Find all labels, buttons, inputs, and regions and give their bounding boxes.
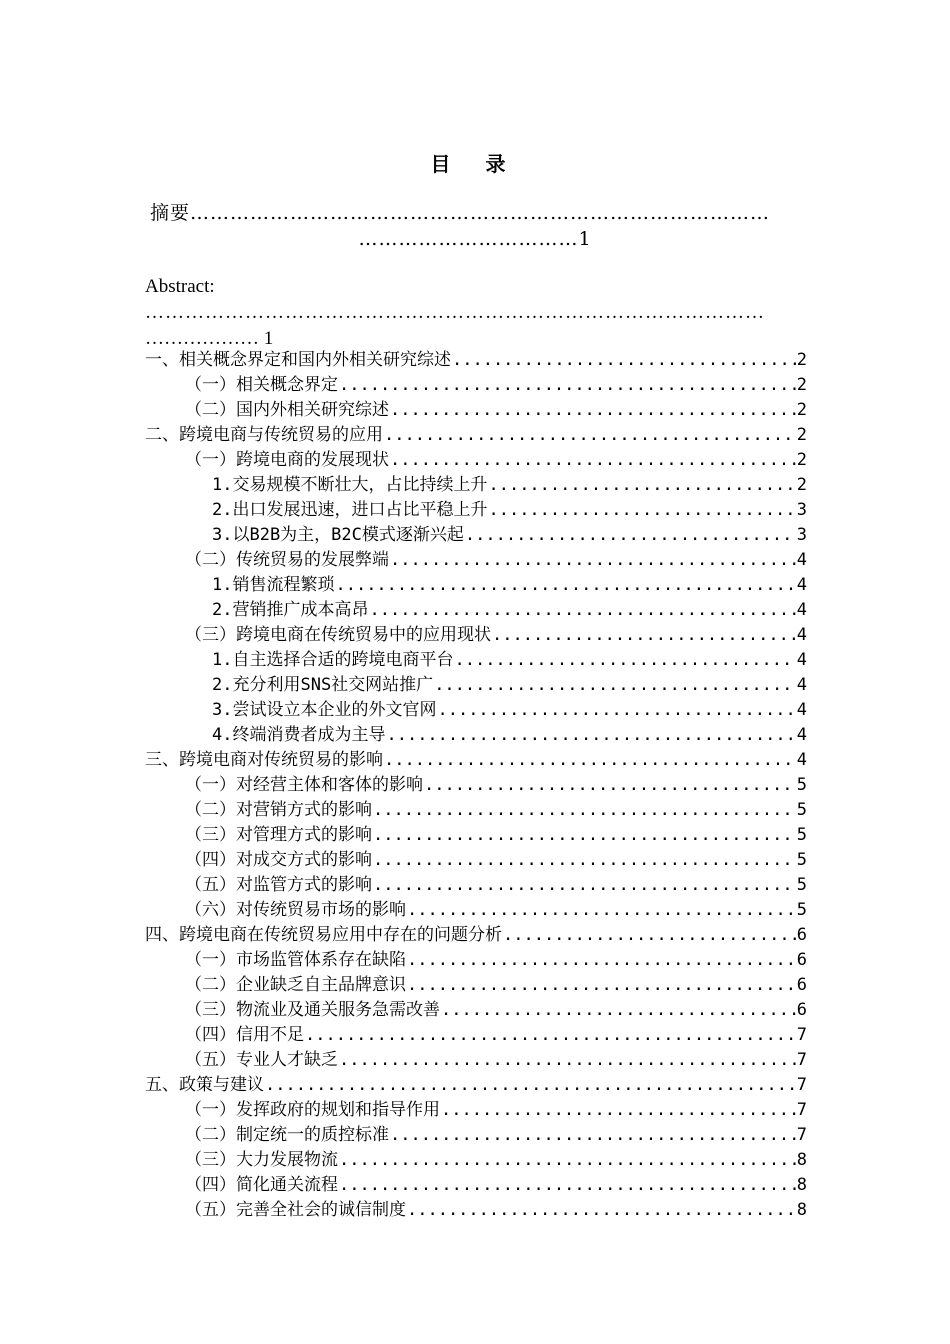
toc-leader-dots [465, 523, 796, 548]
toc-leader-dots [384, 423, 796, 448]
toc-entry[interactable] [145, 423, 807, 448]
toc-entry-page: 4 [796, 750, 807, 770]
toc-entry[interactable] [145, 573, 807, 598]
toc-entry-label: 1.交易规模不断壮大，占比持续上升 [212, 475, 488, 495]
toc-entry[interactable] [145, 848, 807, 873]
toc-entry-page: 7 [796, 1100, 807, 1120]
toc-leader-dots [424, 773, 796, 798]
toc-leader-dots [339, 373, 796, 398]
toc-leader-dots [437, 698, 795, 723]
toc-entry-page: 6 [796, 975, 807, 995]
toc-leader-dots [373, 848, 796, 873]
toc-entry-page: 4 [796, 550, 807, 570]
toc-entry-label: （一）对经营主体和客体的影响 [185, 775, 423, 795]
toc-entry-page: 7 [796, 1025, 807, 1045]
toc-leader-dots [503, 923, 796, 948]
toc-entry-label: （三）对管理方式的影响 [185, 825, 372, 845]
toc-entry[interactable] [145, 348, 807, 373]
toc-entry-page: 3 [796, 500, 807, 520]
toc-entry-label: 3.以B2B为主，B2C模式逐渐兴起 [212, 525, 464, 545]
toc-entry-label: （二）对营销方式的影响 [185, 800, 372, 820]
toc-entry-label: 1.自主选择合适的跨境电商平台 [212, 650, 454, 670]
toc-entry-label: 三、跨境电商对传统贸易的影响 [145, 750, 383, 770]
toc-entry-page: 2 [796, 475, 807, 495]
abstract-cn-leader-2: …………………………… [358, 228, 579, 250]
toc-entry[interactable] [145, 1098, 807, 1123]
toc-entry-page: 5 [796, 800, 807, 820]
toc-leader-dots [492, 623, 796, 648]
toc-list [145, 348, 807, 1223]
toc-entry[interactable] [145, 898, 807, 923]
toc-entry-page: 8 [796, 1150, 807, 1170]
toc-entry-label: 2.出口发展迅速，进口占比平稳上升 [212, 500, 488, 520]
toc-entry[interactable] [145, 1198, 807, 1223]
toc-entry-page: 2 [796, 425, 807, 445]
abstract-cn-line2 [150, 226, 800, 252]
toc-leader-dots [441, 998, 796, 1023]
toc-entry-page: 8 [796, 1200, 807, 1220]
toc-entry-page: 6 [796, 925, 807, 945]
toc-entry-page: 8 [796, 1175, 807, 1195]
toc-leader-dots [373, 798, 796, 823]
toc-entry-label: （五）专业人才缺乏 [185, 1050, 338, 1070]
toc-leader-dots [335, 573, 795, 598]
toc-leader-dots [488, 498, 795, 523]
toc-leader-dots [441, 1098, 796, 1123]
toc-entry-page: 4 [796, 625, 807, 645]
toc-entry[interactable] [145, 398, 807, 423]
toc-entry-label: （一）市场监管体系存在缺陷 [185, 950, 406, 970]
toc-entry[interactable] [145, 448, 807, 473]
toc-entry[interactable] [145, 698, 807, 723]
toc-entry-label: （二）传统贸易的发展弊端 [185, 550, 389, 570]
toc-entry-label: 2.充分利用SNS社交网站推广 [212, 675, 434, 695]
toc-entry-label: 3.尝试设立本企业的外文官网 [212, 700, 437, 720]
toc-entry[interactable] [145, 973, 807, 998]
toc-entry-page: 5 [796, 850, 807, 870]
toc-entry[interactable] [145, 473, 807, 498]
toc-entry-page: 2 [796, 400, 807, 420]
toc-entry-label: （一）发挥政府的规划和指导作用 [185, 1100, 440, 1120]
toc-entry-label: 四、跨境电商在传统贸易应用中存在的问题分析 [145, 925, 502, 945]
toc-leader-dots [390, 448, 796, 473]
toc-leader-dots [390, 548, 796, 573]
toc-entry[interactable] [145, 723, 807, 748]
abstract-cn-line1 [150, 200, 800, 226]
toc-title: 目 录 [430, 152, 520, 176]
toc-entry[interactable] [145, 773, 807, 798]
toc-entry-label: 2.营销推广成本高昂 [212, 600, 369, 620]
toc-entry-page: 4 [796, 575, 807, 595]
toc-entry-page: 2 [796, 350, 807, 370]
toc-entry[interactable] [145, 1073, 807, 1098]
toc-entry-page: 4 [796, 600, 807, 620]
toc-entry-label: （四）对成交方式的影响 [185, 850, 372, 870]
toc-leader-dots [369, 598, 795, 623]
toc-entry-abstract-en[interactable] [145, 274, 800, 352]
abstract-cn-leader: …………………………………………………………………………… [190, 202, 771, 224]
toc-entry-page: 4 [796, 700, 807, 720]
toc-entry[interactable] [145, 523, 807, 548]
toc-leader-dots [373, 873, 796, 898]
toc-entry-page: 7 [796, 1125, 807, 1145]
toc-leader-dots [407, 898, 796, 923]
toc-entry[interactable] [145, 623, 807, 648]
toc-entry[interactable] [145, 923, 807, 948]
toc-entry[interactable] [145, 373, 807, 398]
toc-entry-label: 一、相关概念界定和国内外相关研究综述 [145, 350, 451, 370]
toc-leader-dots [386, 723, 795, 748]
toc-leader-dots [454, 648, 795, 673]
abstract-en-leader-2: ……………… [145, 328, 264, 349]
toc-entry[interactable] [145, 1173, 807, 1198]
abstract-en-leader: ………………………………………………………………………………… [145, 302, 765, 323]
toc-entry-page: 6 [796, 950, 807, 970]
toc-entry-label: 4.终端消费者成为主导 [212, 725, 386, 745]
toc-entry-page: 4 [796, 650, 807, 670]
toc-leader-dots [339, 1173, 796, 1198]
toc-entry[interactable] [145, 823, 807, 848]
toc-entry-label: （四）简化通关流程 [185, 1175, 338, 1195]
toc-leader-dots [339, 1148, 796, 1173]
toc-entry[interactable] [145, 598, 807, 623]
toc-entry-label: （三）大力发展物流 [185, 1150, 338, 1170]
toc-entry-abstract-cn[interactable] [150, 200, 800, 252]
toc-entry-page: 4 [796, 675, 807, 695]
toc-entry[interactable] [145, 548, 807, 573]
toc-entry[interactable] [145, 748, 807, 773]
toc-entry-page: 5 [796, 775, 807, 795]
toc-entry[interactable] [145, 648, 807, 673]
toc-leader-dots [488, 473, 795, 498]
toc-entry-page: 6 [796, 1000, 807, 1020]
toc-leader-dots [390, 398, 796, 423]
toc-entry-label: （五）完善全社会的诚信制度 [185, 1200, 406, 1220]
toc-leader-dots [407, 948, 796, 973]
toc-leader-dots [434, 673, 796, 698]
toc-entry-page: 2 [796, 375, 807, 395]
toc-entry-page: 2 [796, 450, 807, 470]
toc-leader-dots [452, 348, 796, 373]
toc-entry-label: 二、跨境电商与传统贸易的应用 [145, 425, 383, 445]
toc-entry-page: 5 [796, 825, 807, 845]
toc-leader-dots [305, 1023, 796, 1048]
toc-entry[interactable] [145, 998, 807, 1023]
toc-entry-label: 1.销售流程繁琐 [212, 575, 335, 595]
toc-entry-page: 4 [796, 725, 807, 745]
toc-entry-label: （五）对监管方式的影响 [185, 875, 372, 895]
toc-entry-label: （四）信用不足 [185, 1025, 304, 1045]
abstract-en-page: 1 [263, 328, 274, 349]
toc-leader-dots [373, 823, 796, 848]
toc-entry-label: （二）制定统一的质控标准 [185, 1125, 389, 1145]
toc-entry[interactable] [145, 1123, 807, 1148]
toc-entry-label: （二）企业缺乏自主品牌意识 [185, 975, 406, 995]
abstract-cn-label: 摘要 [150, 202, 191, 224]
toc-entry[interactable] [145, 1023, 807, 1048]
toc-entry[interactable] [145, 673, 807, 698]
toc-entry-page: 5 [796, 900, 807, 920]
toc-entry-label: （一）相关概念界定 [185, 375, 338, 395]
toc-entry[interactable] [145, 1048, 807, 1073]
toc-leader-dots [339, 1048, 796, 1073]
toc-entry-page: 5 [796, 875, 807, 895]
toc-leader-dots [407, 973, 796, 998]
toc-leader-dots [407, 1198, 796, 1223]
toc-entry-page: 7 [796, 1050, 807, 1070]
toc-entry-page: 3 [796, 525, 807, 545]
toc-entry[interactable] [145, 498, 807, 523]
toc-entry-label: （六）对传统贸易市场的影响 [185, 900, 406, 920]
toc-entry[interactable] [145, 948, 807, 973]
toc-entry[interactable] [145, 798, 807, 823]
toc-entry-label: 五、政策与建议 [145, 1075, 264, 1095]
toc-entry-label: （三）跨境电商在传统贸易中的应用现状 [185, 625, 491, 645]
abstract-en-label: Abstract: [145, 276, 215, 297]
toc-leader-dots [384, 748, 796, 773]
toc-entry-label: （一）跨境电商的发展现状 [185, 450, 389, 470]
toc-entry[interactable] [145, 1148, 807, 1173]
toc-leader-dots [390, 1123, 796, 1148]
toc-entry-label: （三）物流业及通关服务急需改善 [185, 1000, 440, 1020]
toc-entry-page: 7 [796, 1075, 807, 1095]
abstract-cn-page: 1 [578, 228, 592, 250]
toc-leader-dots [265, 1073, 796, 1098]
toc-entry-label: （二）国内外相关研究综述 [185, 400, 389, 420]
toc-entry[interactable] [145, 873, 807, 898]
